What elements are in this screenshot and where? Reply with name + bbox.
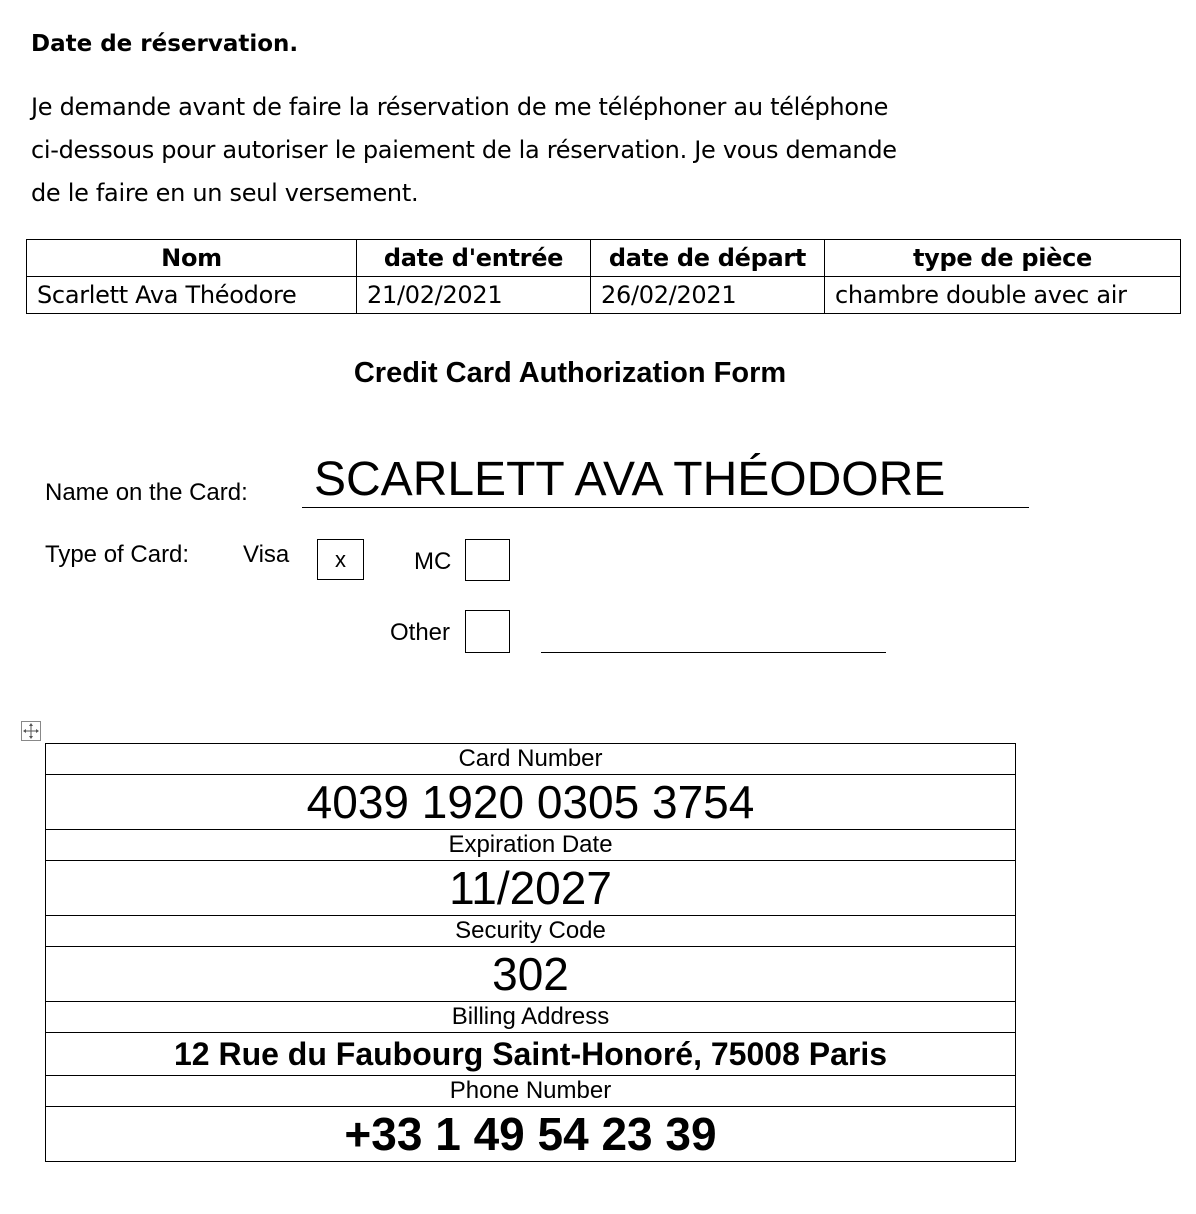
reservation-header-row — [27, 240, 1181, 277]
billing-address-value[interactable]: 12 Rue du Faubourg Saint-Honoré, 75008 Paris — [46, 1033, 1016, 1076]
reservation-table — [26, 239, 1181, 314]
header-date-entree: date d'entrée — [357, 240, 591, 277]
phone-number-value[interactable]: +33 1 49 54 23 39 — [46, 1107, 1016, 1162]
visa-check-mark: x — [335, 546, 346, 572]
form-title: Credit Card Authorization Form — [353, 357, 787, 389]
other-label: Other — [390, 619, 451, 646]
reservation-row — [27, 277, 1181, 314]
phone-number-label: Phone Number — [46, 1076, 1016, 1107]
card-number-value[interactable]: 4039 1920 0305 3754 — [46, 775, 1016, 830]
header-type-piece: type de pièce — [825, 240, 1181, 277]
mc-label: MC — [414, 548, 452, 575]
cell-type-piece: chambre double avec air — [825, 277, 1181, 314]
header-date-depart: date de départ — [591, 240, 825, 277]
name-on-card-label: Name on the Card: — [45, 479, 248, 506]
security-code-label: Security Code — [46, 916, 1016, 947]
mc-checkbox[interactable] — [465, 539, 510, 581]
name-on-card-value[interactable]: SCARLETT AVA THÉODORE — [314, 453, 946, 506]
expiration-date-value[interactable]: 11/2027 — [46, 861, 1016, 916]
paragraph-line-1: Je demande avant de faire la réservation de me téléphoner au téléphone — [31, 93, 889, 121]
type-of-card-label: Type of Card: — [45, 541, 190, 568]
table-move-handle-icon[interactable] — [21, 721, 41, 741]
header-nom: Nom — [27, 240, 357, 277]
other-checkbox[interactable] — [465, 610, 510, 653]
cell-date-depart: 26/02/2021 — [591, 277, 825, 314]
name-underline — [302, 507, 1029, 508]
card-details-table — [45, 743, 1016, 1162]
other-underline[interactable] — [541, 652, 886, 653]
billing-address-label: Billing Address — [46, 1002, 1016, 1033]
heading: Date de réservation. — [31, 31, 299, 57]
visa-label: Visa — [243, 541, 290, 568]
visa-checkbox[interactable] — [317, 539, 364, 580]
expiration-date-label: Expiration Date — [46, 830, 1016, 861]
paragraph-line-3: de le faire en un seul versement. — [31, 179, 419, 207]
paragraph-line-2: ci-dessous pour autoriser le paiement de la réservation. Je vous demande — [31, 136, 897, 164]
security-code-value[interactable]: 302 — [46, 947, 1016, 1002]
cell-nom: Scarlett Ava Théodore — [27, 277, 357, 314]
cell-date-entree: 21/02/2021 — [357, 277, 591, 314]
card-number-label: Card Number — [46, 744, 1016, 775]
